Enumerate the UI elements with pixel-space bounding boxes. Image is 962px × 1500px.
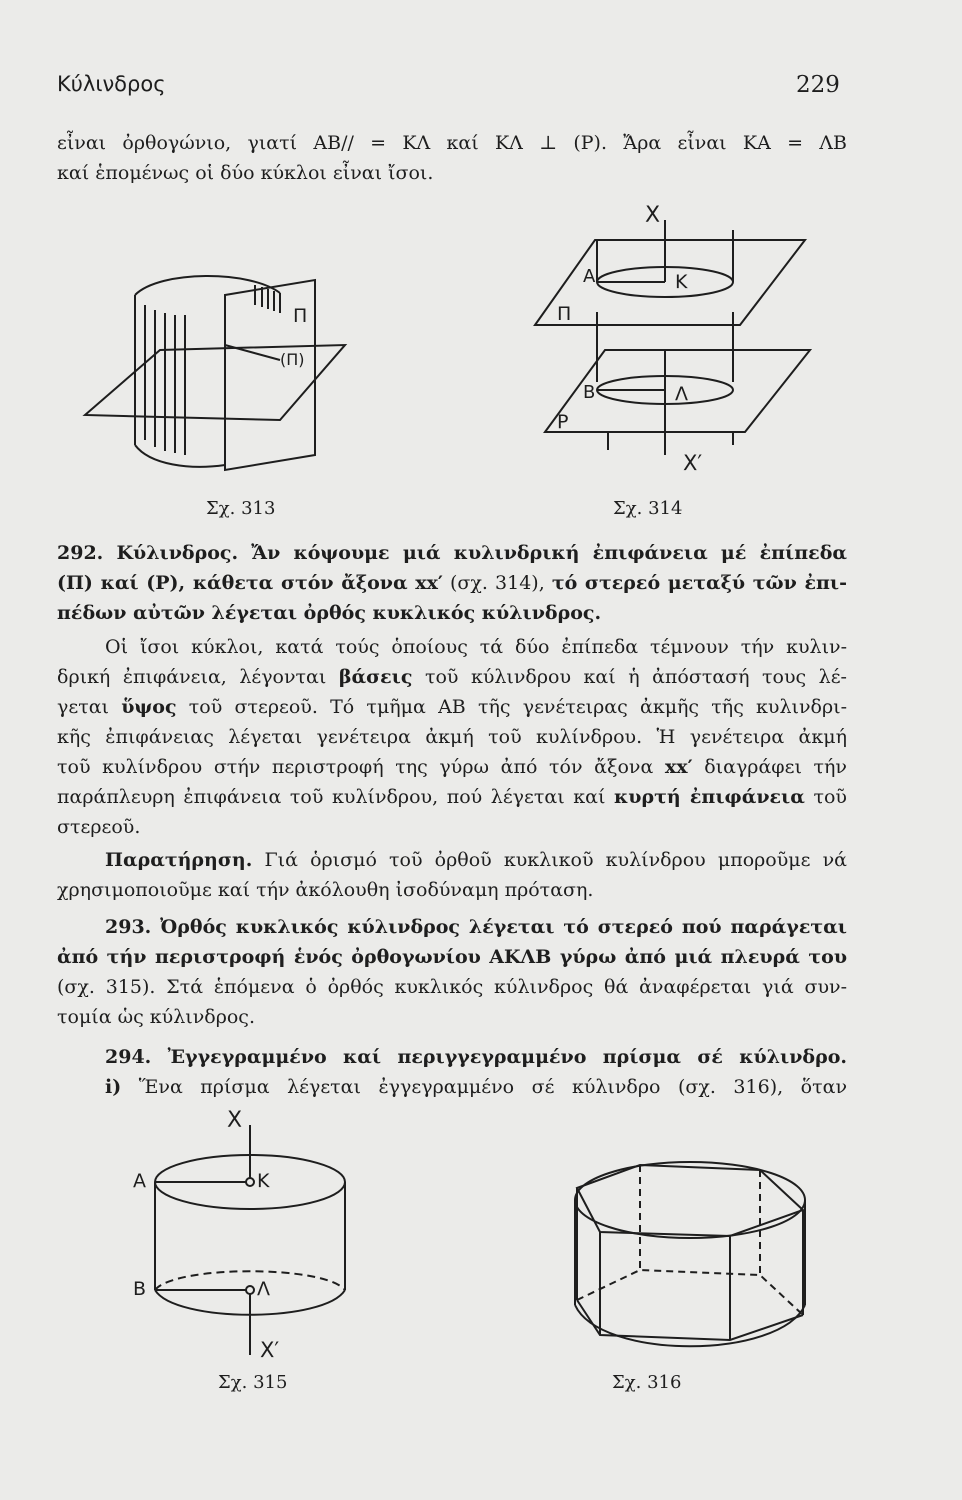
running-header: Κύλινδρος xyxy=(57,72,166,96)
figure-314-caption: Σχ. 314 xyxy=(613,498,683,519)
label-b: Β xyxy=(133,1278,147,1300)
section-292: 292. Κύλινδρος. Ἄν κόψουμε μιά κυλινδρική ἐπιφάνεια μέ ἐπίπεδα (Π) καί (Ρ), κάθετα στόν ἄξονα xx′ (σχ. 314), τό στερεό μεταξύ τῶν ἐπι- πέδων αὐτῶν λέγεται ὀρθός κυκλικός κύλινδρος. xyxy=(57,542,847,624)
figure-314 xyxy=(525,200,825,490)
label-pi: Π xyxy=(293,305,308,327)
label-pi-paren: (Π) xyxy=(280,350,305,369)
label-x-prime: Χ′ xyxy=(260,1338,280,1362)
label-pi: Π xyxy=(557,303,572,325)
label-l: Λ xyxy=(675,383,688,405)
section-294: 294. Ἐγγεγραμμένο καί περιγγεγραμμένο πρίσμα σέ κύλινδρο. i) Ἕνα πρίσμα λέγεται ἐγγεγραμμένο σέ κύλινδρο (σχ. 316), ὅταν xyxy=(105,1046,847,1098)
section-293: 293. Ὀρθός κυκλικός κύλινδρος λέγεται τό στερεό πού παράγεται ἀπό τήν περιστροφή ἑνός ὀρθογωνίου ΑΚΛΒ γύρω ἀπό μιά πλευρά του (σχ. 315). Στά ἑπόμενα ὁ ὀρθός κυκλικός κύλινδρος θά ἀναφέρεται γιά συν- τομία ὡς κύλινδρος. xyxy=(57,916,847,1028)
label-b: Β xyxy=(583,382,596,403)
figure-315 xyxy=(115,1105,375,1390)
figure-316-caption: Σχ. 316 xyxy=(612,1372,682,1393)
text-line: εἶναι ὀρθογώνιο, γιατί ΑΒ// = ΚΛ καί ΚΛ ⊥ (Ρ). Ἄρα εἶναι ΚΑ = ΛΒ xyxy=(57,132,847,154)
label-a: Α xyxy=(583,266,596,287)
figure-313-caption: Σχ. 313 xyxy=(206,498,276,519)
label-x: Χ xyxy=(645,203,661,228)
label-p: Ρ xyxy=(557,411,569,433)
note-paragraph: Παρατήρηση. Γιά ὁρισμό τοῦ ὀρθοῦ κυκλικοῦ κυλίνδρου μποροῦμε νά χρησιμοποιοῦμε καί τήν ἀκόλουθη ἰσοδύναμη πρόταση. xyxy=(57,849,847,901)
figure-313 xyxy=(80,265,370,490)
section-292-body: Οἱ ἴσοι κύκλοι, κατά τούς ὁποίους τά δύο ἐπίπεδα τέμνουν τήν κυλιν- δρική ἐπιφάνεια, λέγονται βάσεις τοῦ κύλινδρου καί ἡ ἀπόστασή τους λέ- γεται ὕψος τοῦ στερεοῦ. Τό τμῆμα ΑΒ τῆς γενέτειρας ἀκμῆς τῆς κυλινδρι- κῆς ἐπιφάνειας λέγεται γενέτειρα ἀκμή τοῦ κυλίνδρου. Ἡ γενέτειρα ἀκμή τοῦ κυλίνδρου στήν περιστροφή της γύρω ἀπό τόν ἄξονα xx′ διαγράφει τήν παράπλευρη ἐπιφάνεια τοῦ κυλίνδρου, πού λέγεται καί κυρτή ἐπιφάνεια τοῦ στερεοῦ. xyxy=(57,636,847,838)
label-a: Α xyxy=(133,1170,146,1192)
label-x-prime: Χ′ xyxy=(683,451,703,475)
note-heading: Παρατήρηση. xyxy=(105,849,253,871)
figure-316 xyxy=(560,1150,820,1370)
figure-315-caption: Σχ. 315 xyxy=(218,1372,288,1393)
label-k: Κ xyxy=(675,271,688,293)
section-294-heading: 294. Ἐγγεγραμμένο καί περιγγεγραμμένο πρίσμα σέ κύλινδρο. xyxy=(105,1046,847,1068)
section-293-heading: 293. Ὀρθός κυκλικός κύλινδρος λέγεται τό στερεό πού παράγεται xyxy=(105,916,847,938)
text-line: καί ἑπομένως οἱ δύο κύκλοι εἶναι ἴσοι. xyxy=(57,162,434,184)
page-number: 229 xyxy=(796,72,840,98)
label-x: Χ xyxy=(227,1108,243,1133)
section-292-heading: 292. Κύλινδρος. Ἄν κόψουμε μιά κυλινδρική ἐπιφάνεια μέ ἐπίπεδα xyxy=(57,542,847,564)
label-k: Κ xyxy=(257,1170,270,1192)
label-l: Λ xyxy=(257,1278,270,1300)
intro-paragraph xyxy=(57,128,847,188)
